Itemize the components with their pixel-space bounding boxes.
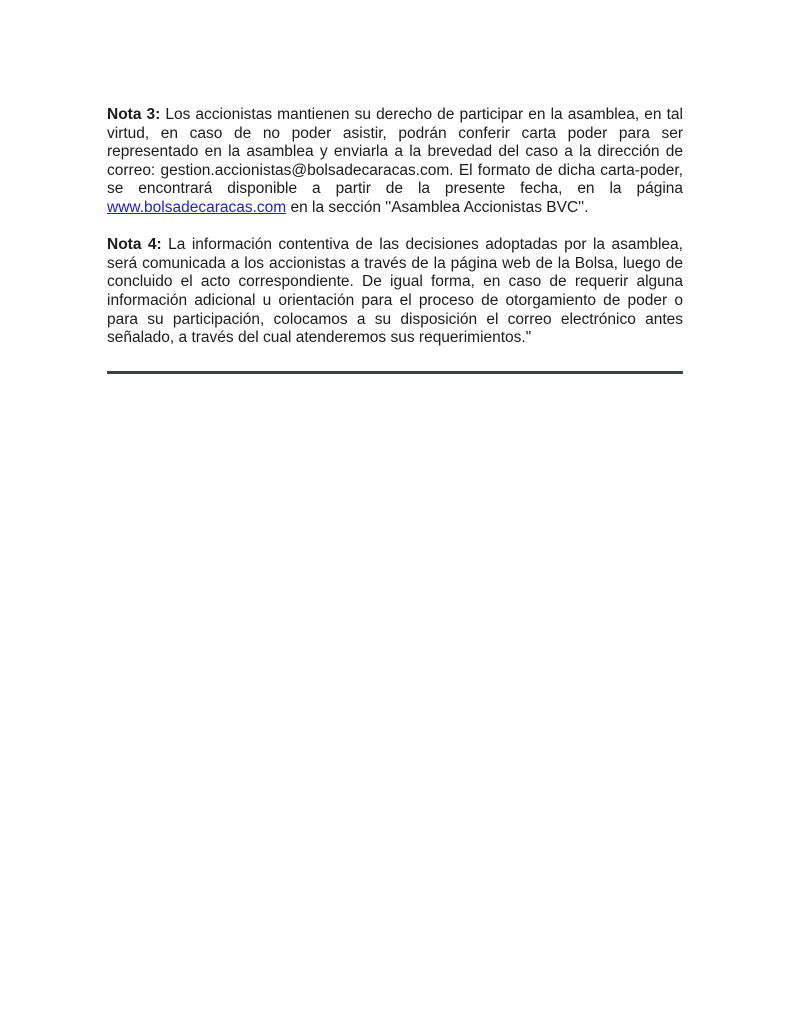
horizontal-divider (107, 371, 683, 374)
nota-4-text: La información contentiva de las decisiones adoptadas por la asamblea, será comunicada a los accionistas a través de la página web de la Bolsa, luego de concluido el acto correspondiente. De igual forma, en caso de requerir alguna información adicional u orientación para el proceso de otorgamiento de poder o para su participación, colocamos a su disposición el correo electrónico antes señalado, a través del cual atenderemos sus requerimientos." (107, 236, 683, 347)
paragraph-nota-4 (107, 236, 683, 348)
nota-4-label: Nota 4: (107, 236, 162, 254)
nota-3-label: Nota 3: (107, 106, 161, 123)
document-body (107, 106, 683, 374)
paragraph-nota-3 (107, 106, 683, 218)
bolsadecaracas-link[interactable]: www.bolsadecaracas.com (107, 198, 287, 216)
nota-3-text-before-link: Los accionistas mantienen su derecho de participar en la asamblea, en tal virtud, en caso de no poder asistir, podrán conferir carta poder para ser representado en la asamblea y enviarla a la brevedad del caso a la dirección de correo: gestion.accionistas@bolsadecaracas.com. El formato de dicha carta-poder, se encontrará disponible a partir de la presente fecha, en la página (107, 106, 683, 198)
nota-3-text-after-link: en la sección ''Asamblea Accionistas BVC''. (286, 198, 589, 216)
